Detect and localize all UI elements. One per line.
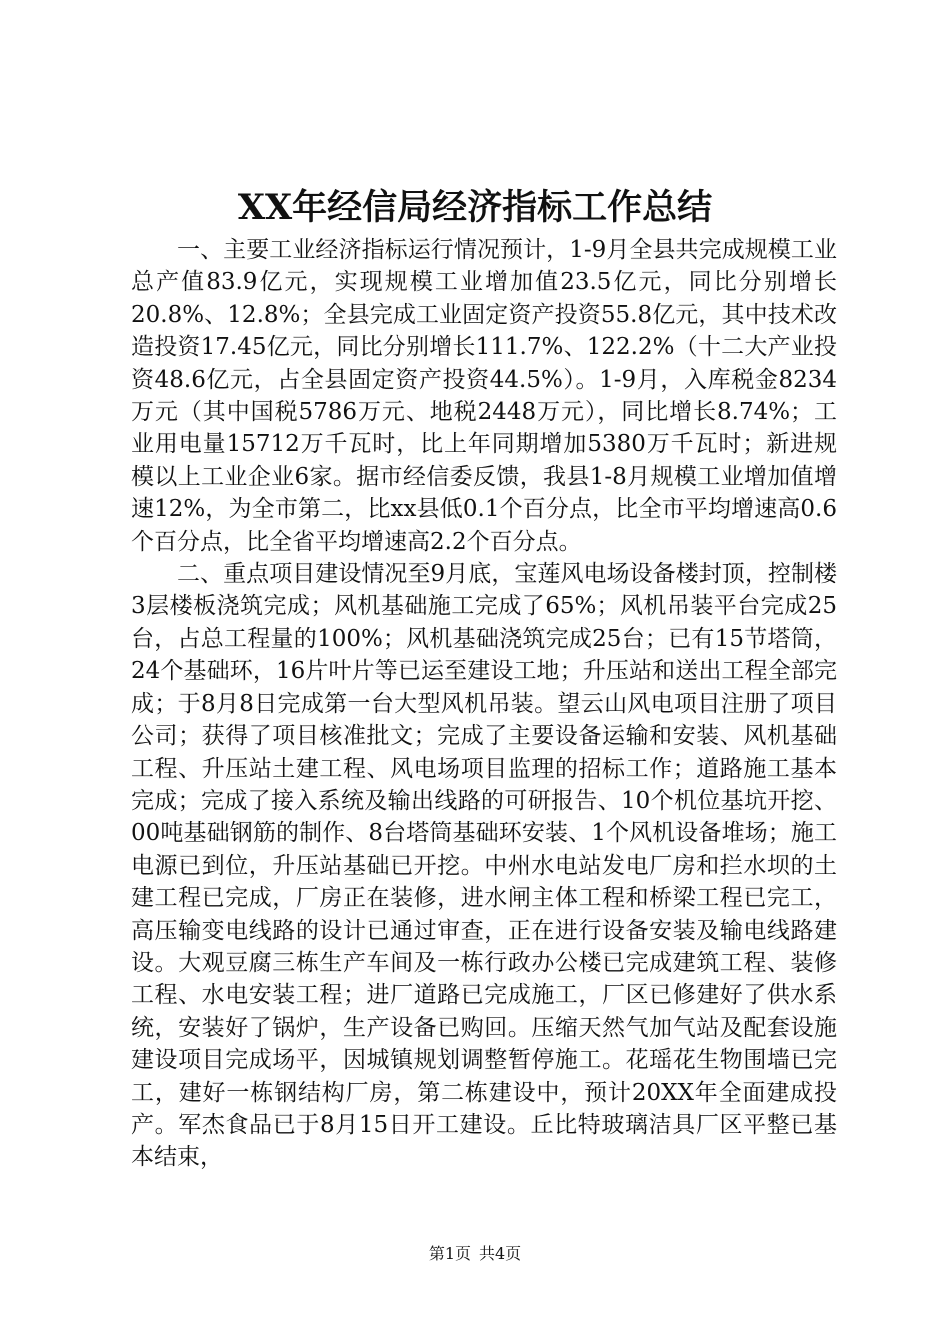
- page-number: 第1页: [428, 1244, 471, 1263]
- document-body: [131, 234, 837, 1174]
- page-footer: [0, 1244, 950, 1264]
- paragraph-key-projects: 二、重点项目建设情况至9月底，宝莲风电场设备楼封顶，控制楼3层楼板浇筑完成；风机基础施工完成了65%；风机吊装平台完成25台，占总工程量的100%；风机基础浇筑完成25台；已有15节塔筒，24个基础环，16片叶片等已运至建设工地；升压站和送出工程全部完成；于8月8日完成第一台大型风机吊装。望云山风电项目注册了项目公司；获得了项目核准批文；完成了主要设备运输和安装、风机基础工程、升压站土建工程、风电场项目监理的招标工作；道路施工基本完成；完成了接入系统及输出线路的可研报告、10个机位基坑开挖、00吨基础钢筋的制作、8台塔筒基础环安装、1个风机设备堆场；施工电源已到位，升压站基础已开挖。中州水电站发电厂房和拦水坝的土建工程已完成，厂房正在装修，进水闸主体工程和桥梁工程已完工，高压输变电线路的设计已通过审查，正在进行设备安装及输电线路建设。大观豆腐三栋生产车间及一栋行政办公楼已完成建筑工程、装修工程、水电安装工程；进厂道路已完成施工，厂区已修建好了供水系统，安装好了锅炉，生产设备已购回。压缩天然气加气站及配套设施建设项目完成场平，因城镇规划调整暂停施工。花瑶花生物围墙已完工，建好一栋钢结构厂房，第二栋建设中，预计20XX年全面建成投产。军杰食品已于8月15日开工建设。丘比特玻璃洁具厂区平整已基本结束，: [131, 561, 837, 1171]
- document-title: XX年经信局经济指标工作总结: [237, 187, 713, 228]
- paragraph-industrial-indicators: 一、主要工业经济指标运行情况预计，1-9月全县共完成规模工业总产值83.9亿元，实现规模工业增加值23.5亿元，同比分别增长20.8%、12.8%；全县完成工业固定资产投资55.8亿元，其中技术改造投资17.45亿元，同比分别增长111.7%、122.2%（十二大产业投资48.6亿元，占全县固定资产投资44.5%）。1-9月，入库税金8234万元（其中国税5786万元、地税2448万元），同比增长8.74%；工业用电量15712万千瓦时，比上年同期增加5380万千瓦时；新进规模以上工业企业6家。据市经信委反馈，我县1-8月规模工业增加值增速12%，为全市第二，比xx县低0.1个百分点，比全市平均增速高0.6个百分点，比全省平均增速高2.2个百分点。: [131, 237, 837, 555]
- page-total: 共4页: [479, 1244, 522, 1263]
